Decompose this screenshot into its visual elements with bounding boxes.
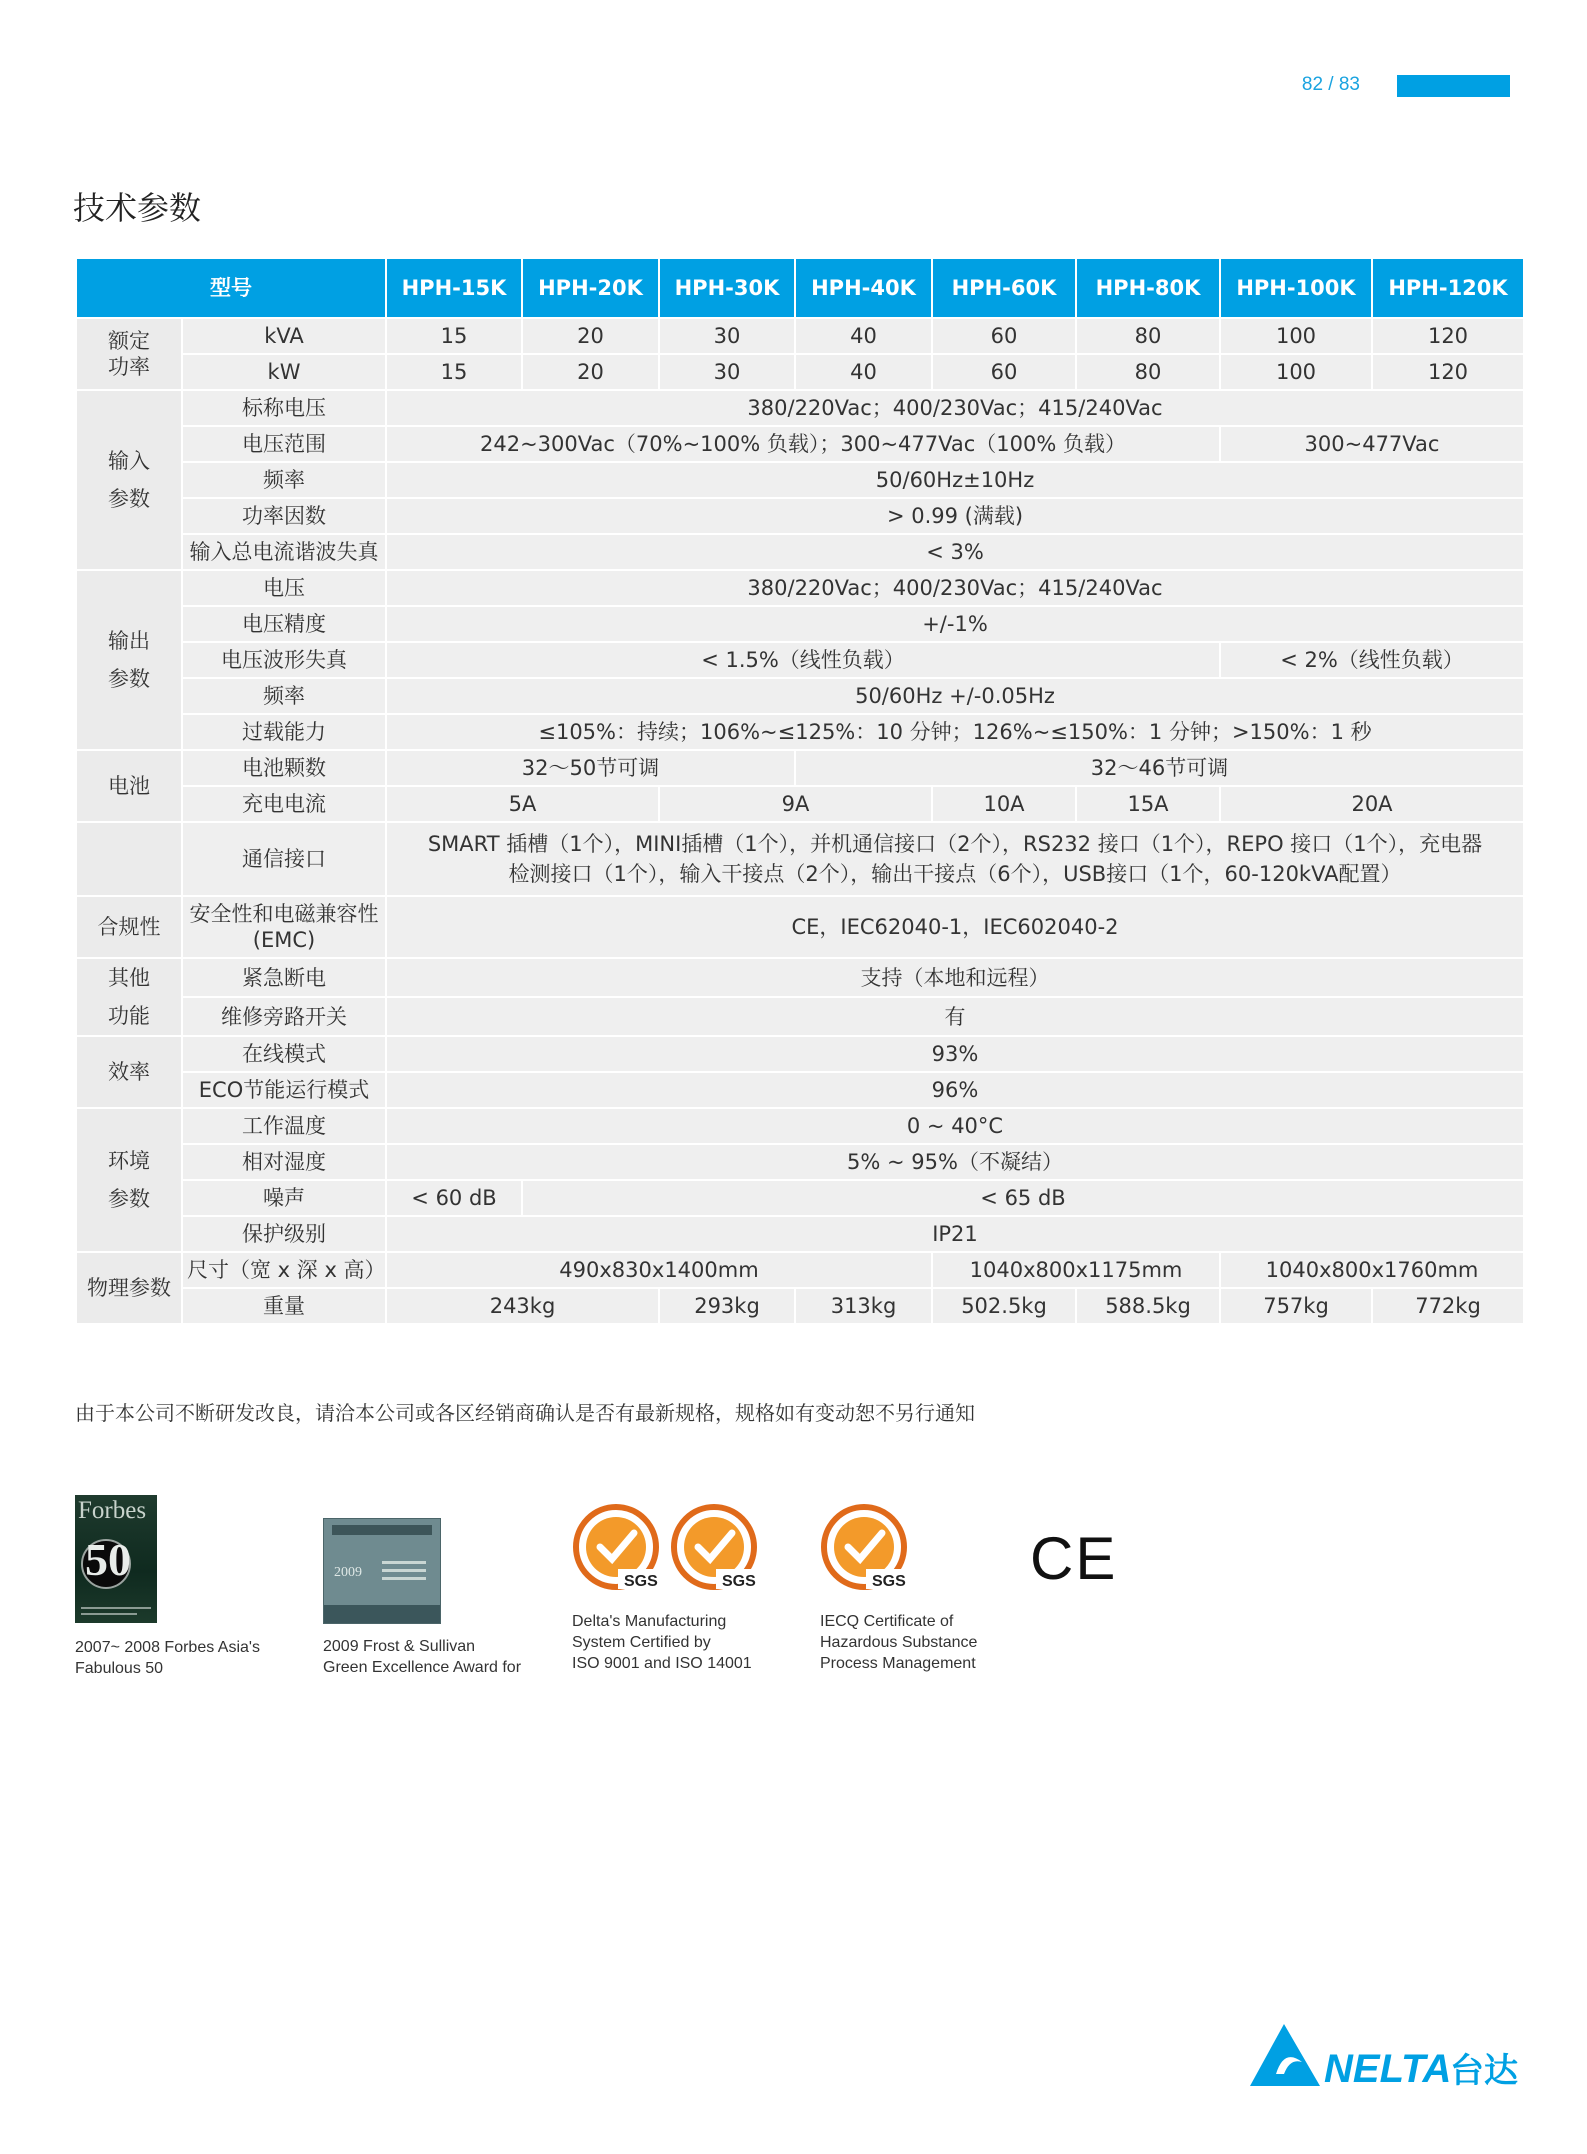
row-label: 电压范围: [182, 426, 386, 462]
table-row: [76, 997, 1524, 1036]
value-cell: 32～46节可调: [795, 750, 1524, 786]
table-row: [76, 426, 1524, 462]
model-cell: HPH-120K: [1372, 258, 1524, 318]
value-cell: < 3%: [386, 534, 1524, 570]
value-cell: 1040x800x1175mm: [932, 1252, 1220, 1288]
value-cell: 757kg: [1220, 1288, 1372, 1324]
value-cell: 30: [659, 354, 795, 390]
comm-line-2: 检测接口（1个），输入干接点（2个），输出干接点（6个），USB接口（1个，60-120kVA配置）: [508, 862, 1402, 886]
value-cell: < 2%（线性负载）: [1220, 642, 1524, 678]
sgs-text: SGS: [624, 1573, 658, 1590]
value-cell: 300~477Vac: [1220, 426, 1524, 462]
row-label: 电压精度: [182, 606, 386, 642]
value-cell: 80: [1076, 354, 1220, 390]
value-cell: 502.5kg: [932, 1288, 1076, 1324]
group-environment: 环境 参数: [76, 1108, 182, 1252]
delta-cn-wordmark: 台达: [1450, 2051, 1518, 2090]
frost-caption-2: Green Excellence Award for: [323, 1659, 522, 1676]
value-cell: 100: [1220, 354, 1372, 390]
sgs-iso-badges: [572, 1503, 772, 1597]
table-row: [76, 822, 1524, 896]
group-battery: 电池: [76, 750, 182, 822]
value-cell: 100: [1220, 318, 1372, 354]
model-cell: HPH-15K: [386, 258, 522, 318]
page-title: 技术参数: [73, 189, 202, 227]
value-cell: +/-1%: [386, 606, 1524, 642]
value-cell: 120: [1372, 318, 1524, 354]
value-cell: 1040x800x1760mm: [1220, 1252, 1524, 1288]
group-efficiency: 效率: [76, 1036, 182, 1108]
iecq-caption-1: IECQ Certificate of: [820, 1613, 954, 1630]
value-cell: 93%: [386, 1036, 1524, 1072]
table-row: [76, 462, 1524, 498]
value-cell: 588.5kg: [1076, 1288, 1220, 1324]
row-label: 尺寸（宽 x 深 x 高）: [182, 1252, 386, 1288]
value-cell: 20A: [1220, 786, 1524, 822]
row-label: 噪声: [182, 1180, 386, 1216]
iecq-caption-2: Hazardous Substance: [820, 1634, 978, 1651]
value-cell: 380/220Vac；400/230Vac；415/240Vac: [386, 390, 1524, 426]
value-cell: 40: [795, 354, 932, 390]
comm-line-1: SMART 插槽（1个），MINI插槽（1个），并机通信接口（2个），RS232 接口（1个），REPO 接口（1个），充电器: [427, 832, 1483, 856]
value-cell: 50/60Hz +/-0.05Hz: [386, 678, 1524, 714]
table-row: [76, 1288, 1524, 1324]
row-label: 充电电流: [182, 786, 386, 822]
value-cell: 380/220Vac；400/230Vac；415/240Vac: [386, 570, 1524, 606]
model-cell: HPH-60K: [932, 258, 1076, 318]
table-row: [76, 1180, 1524, 1216]
value-cell: 293kg: [659, 1288, 795, 1324]
row-label: 频率: [182, 462, 386, 498]
value-cell: 80: [1076, 318, 1220, 354]
value-cell: 20: [522, 318, 659, 354]
value-cell: > 0.99 (满载): [386, 498, 1524, 534]
table-row: [76, 570, 1524, 606]
table-row: [76, 498, 1524, 534]
group-other: 其他 功能: [76, 958, 182, 1036]
value-cell: 120: [1372, 354, 1524, 390]
row-label: 通信接口: [182, 822, 386, 896]
value-cell: < 65 dB: [522, 1180, 1524, 1216]
value-cell: 10A: [932, 786, 1076, 822]
value-cell: 243kg: [386, 1288, 659, 1324]
table-header-row: [76, 258, 1524, 318]
row-label: 标称电压: [182, 390, 386, 426]
disclaimer: 由于本公司不断研发改良，请洽本公司或各区经销商确认是否有最新规格，规格如有变动恕不另行通知: [75, 1401, 975, 1425]
frost-year: 2009: [334, 1565, 362, 1580]
table-row: [76, 1072, 1524, 1108]
table-row: [76, 678, 1524, 714]
row-label: 输入总电流谐波失真: [182, 534, 386, 570]
sgs-text: SGS: [872, 1573, 906, 1590]
iso-caption-3: ISO 9001 and ISO 14001: [572, 1655, 752, 1672]
delta-triangle-icon: [1250, 2022, 1520, 2090]
row-label: 电压: [182, 570, 386, 606]
model-cell: HPH-20K: [522, 258, 659, 318]
value-cell: 772kg: [1372, 1288, 1524, 1324]
value-cell: 支持（本地和远程）: [386, 958, 1524, 997]
emc-label-2: (EMC): [252, 928, 316, 952]
value-cell: 96%: [386, 1072, 1524, 1108]
value-cell: IP21: [386, 1216, 1524, 1252]
row-label: 频率: [182, 678, 386, 714]
iecq-caption-3: Process Management: [820, 1655, 976, 1672]
value-cell: 60: [932, 354, 1076, 390]
model-cell: HPH-30K: [659, 258, 795, 318]
value-cell: 15A: [1076, 786, 1220, 822]
emc-label-1: 安全性和电磁兼容性: [189, 902, 379, 926]
value-cell: 15: [386, 354, 522, 390]
row-label: ECO节能运行模式: [182, 1072, 386, 1108]
forbes-caption-2: Fabulous 50: [75, 1660, 164, 1677]
model-cell: HPH-100K: [1220, 258, 1372, 318]
sgs-text: SGS: [722, 1573, 756, 1590]
table-row: [76, 786, 1524, 822]
cert-frost: [323, 1518, 521, 1678]
value-cell: 32～50节可调: [386, 750, 795, 786]
value-cell: 有: [386, 997, 1524, 1036]
value-cell: 0 ~ 40°C: [386, 1108, 1524, 1144]
forbes-caption-1: 2007~ 2008 Forbes Asia's: [75, 1639, 260, 1656]
table-row: [76, 1252, 1524, 1288]
group-physical: 物理参数: [76, 1252, 182, 1324]
value-cell: 9A: [659, 786, 932, 822]
table-row: [76, 318, 1524, 354]
cert-iso: [572, 1503, 772, 1674]
table-row: [76, 1144, 1524, 1180]
value-cell: < 1.5%（线性负载）: [386, 642, 1220, 678]
group-compliance: 合规性: [76, 896, 182, 958]
row-label: 紧急断电: [182, 958, 386, 997]
row-label: [182, 896, 386, 958]
row-label: 维修旁路开关: [182, 997, 386, 1036]
model-cell: HPH-40K: [795, 258, 932, 318]
value-cell: 313kg: [795, 1288, 932, 1324]
model-cell: HPH-80K: [1076, 258, 1220, 318]
value-cell: 5A: [386, 786, 659, 822]
row-label: 在线模式: [182, 1036, 386, 1072]
group-rated: 额定 功率: [76, 318, 182, 390]
row-label: 相对湿度: [182, 1144, 386, 1180]
row-label: 电压波形失真: [182, 642, 386, 678]
value-cell: 20: [522, 354, 659, 390]
row-label: 保护级别: [182, 1216, 386, 1252]
iso-caption-2: System Certified by: [572, 1634, 711, 1651]
table-row: [76, 750, 1524, 786]
table-row: [76, 958, 1524, 997]
page-accent-bar: [1397, 75, 1510, 97]
table-row: [76, 1216, 1524, 1252]
value-cell: < 60 dB: [386, 1180, 522, 1216]
value-cell: 30: [659, 318, 795, 354]
table-row: [76, 1036, 1524, 1072]
delta-wordmark: NELTA: [1324, 2047, 1452, 2090]
table-row: [76, 390, 1524, 426]
value-cell: 5% ~ 95%（不凝结）: [386, 1144, 1524, 1180]
value-cell: 60: [932, 318, 1076, 354]
value-cell: 242~300Vac（70%~100% 负载）；300~477Vac（100% 负载）: [386, 426, 1220, 462]
cert-iecq: [820, 1503, 977, 1674]
table-row: [76, 534, 1524, 570]
value-cell: ≤105%：持续；106%~≤125%：10 分钟；126%~≤150%：1 分钟；>150%：1 秒: [386, 714, 1524, 750]
row-label: kW: [182, 354, 386, 390]
table-row: [76, 354, 1524, 390]
row-label: 过载能力: [182, 714, 386, 750]
table-row: [76, 606, 1524, 642]
forbes-50: 50: [85, 1534, 131, 1585]
row-label: 电池颗数: [182, 750, 386, 786]
row-label: 功率因数: [182, 498, 386, 534]
value-cell: [386, 822, 1524, 896]
model-label: 型号: [76, 258, 386, 318]
value-cell: CE，IEC62040-1，IEC602040-2: [386, 896, 1524, 958]
iso-caption-1: Delta's Manufacturing: [572, 1613, 727, 1630]
value-cell: 50/60Hz±10Hz: [386, 462, 1524, 498]
frost-caption-1: 2009 Frost & Sullivan: [323, 1638, 476, 1655]
row-label: kVA: [182, 318, 386, 354]
frost-award-logo: [323, 1518, 441, 1624]
cert-forbes: [75, 1495, 260, 1679]
ce-mark-icon: CE: [1030, 1525, 1118, 1592]
delta-logo: [1250, 2022, 1520, 2094]
group-input: 输入 参数: [76, 390, 182, 570]
forbes-logo-text: Forbes: [78, 1497, 147, 1524]
group-output: 输出 参数: [76, 570, 182, 750]
value-cell: 490x830x1400mm: [386, 1252, 932, 1288]
group-comm: [76, 822, 182, 896]
table-row: [76, 896, 1524, 958]
row-label: 工作温度: [182, 1108, 386, 1144]
table-row: [76, 1108, 1524, 1144]
row-label: 重量: [182, 1288, 386, 1324]
table-row: [76, 714, 1524, 750]
value-cell: 40: [795, 318, 932, 354]
forbes-logo: [75, 1495, 157, 1623]
spec-table: [75, 257, 1525, 1325]
value-cell: 15: [386, 318, 522, 354]
sgs-iecq-badge: [820, 1503, 920, 1597]
page-number: 82 / 83: [1301, 74, 1360, 95]
table-row: [76, 642, 1524, 678]
